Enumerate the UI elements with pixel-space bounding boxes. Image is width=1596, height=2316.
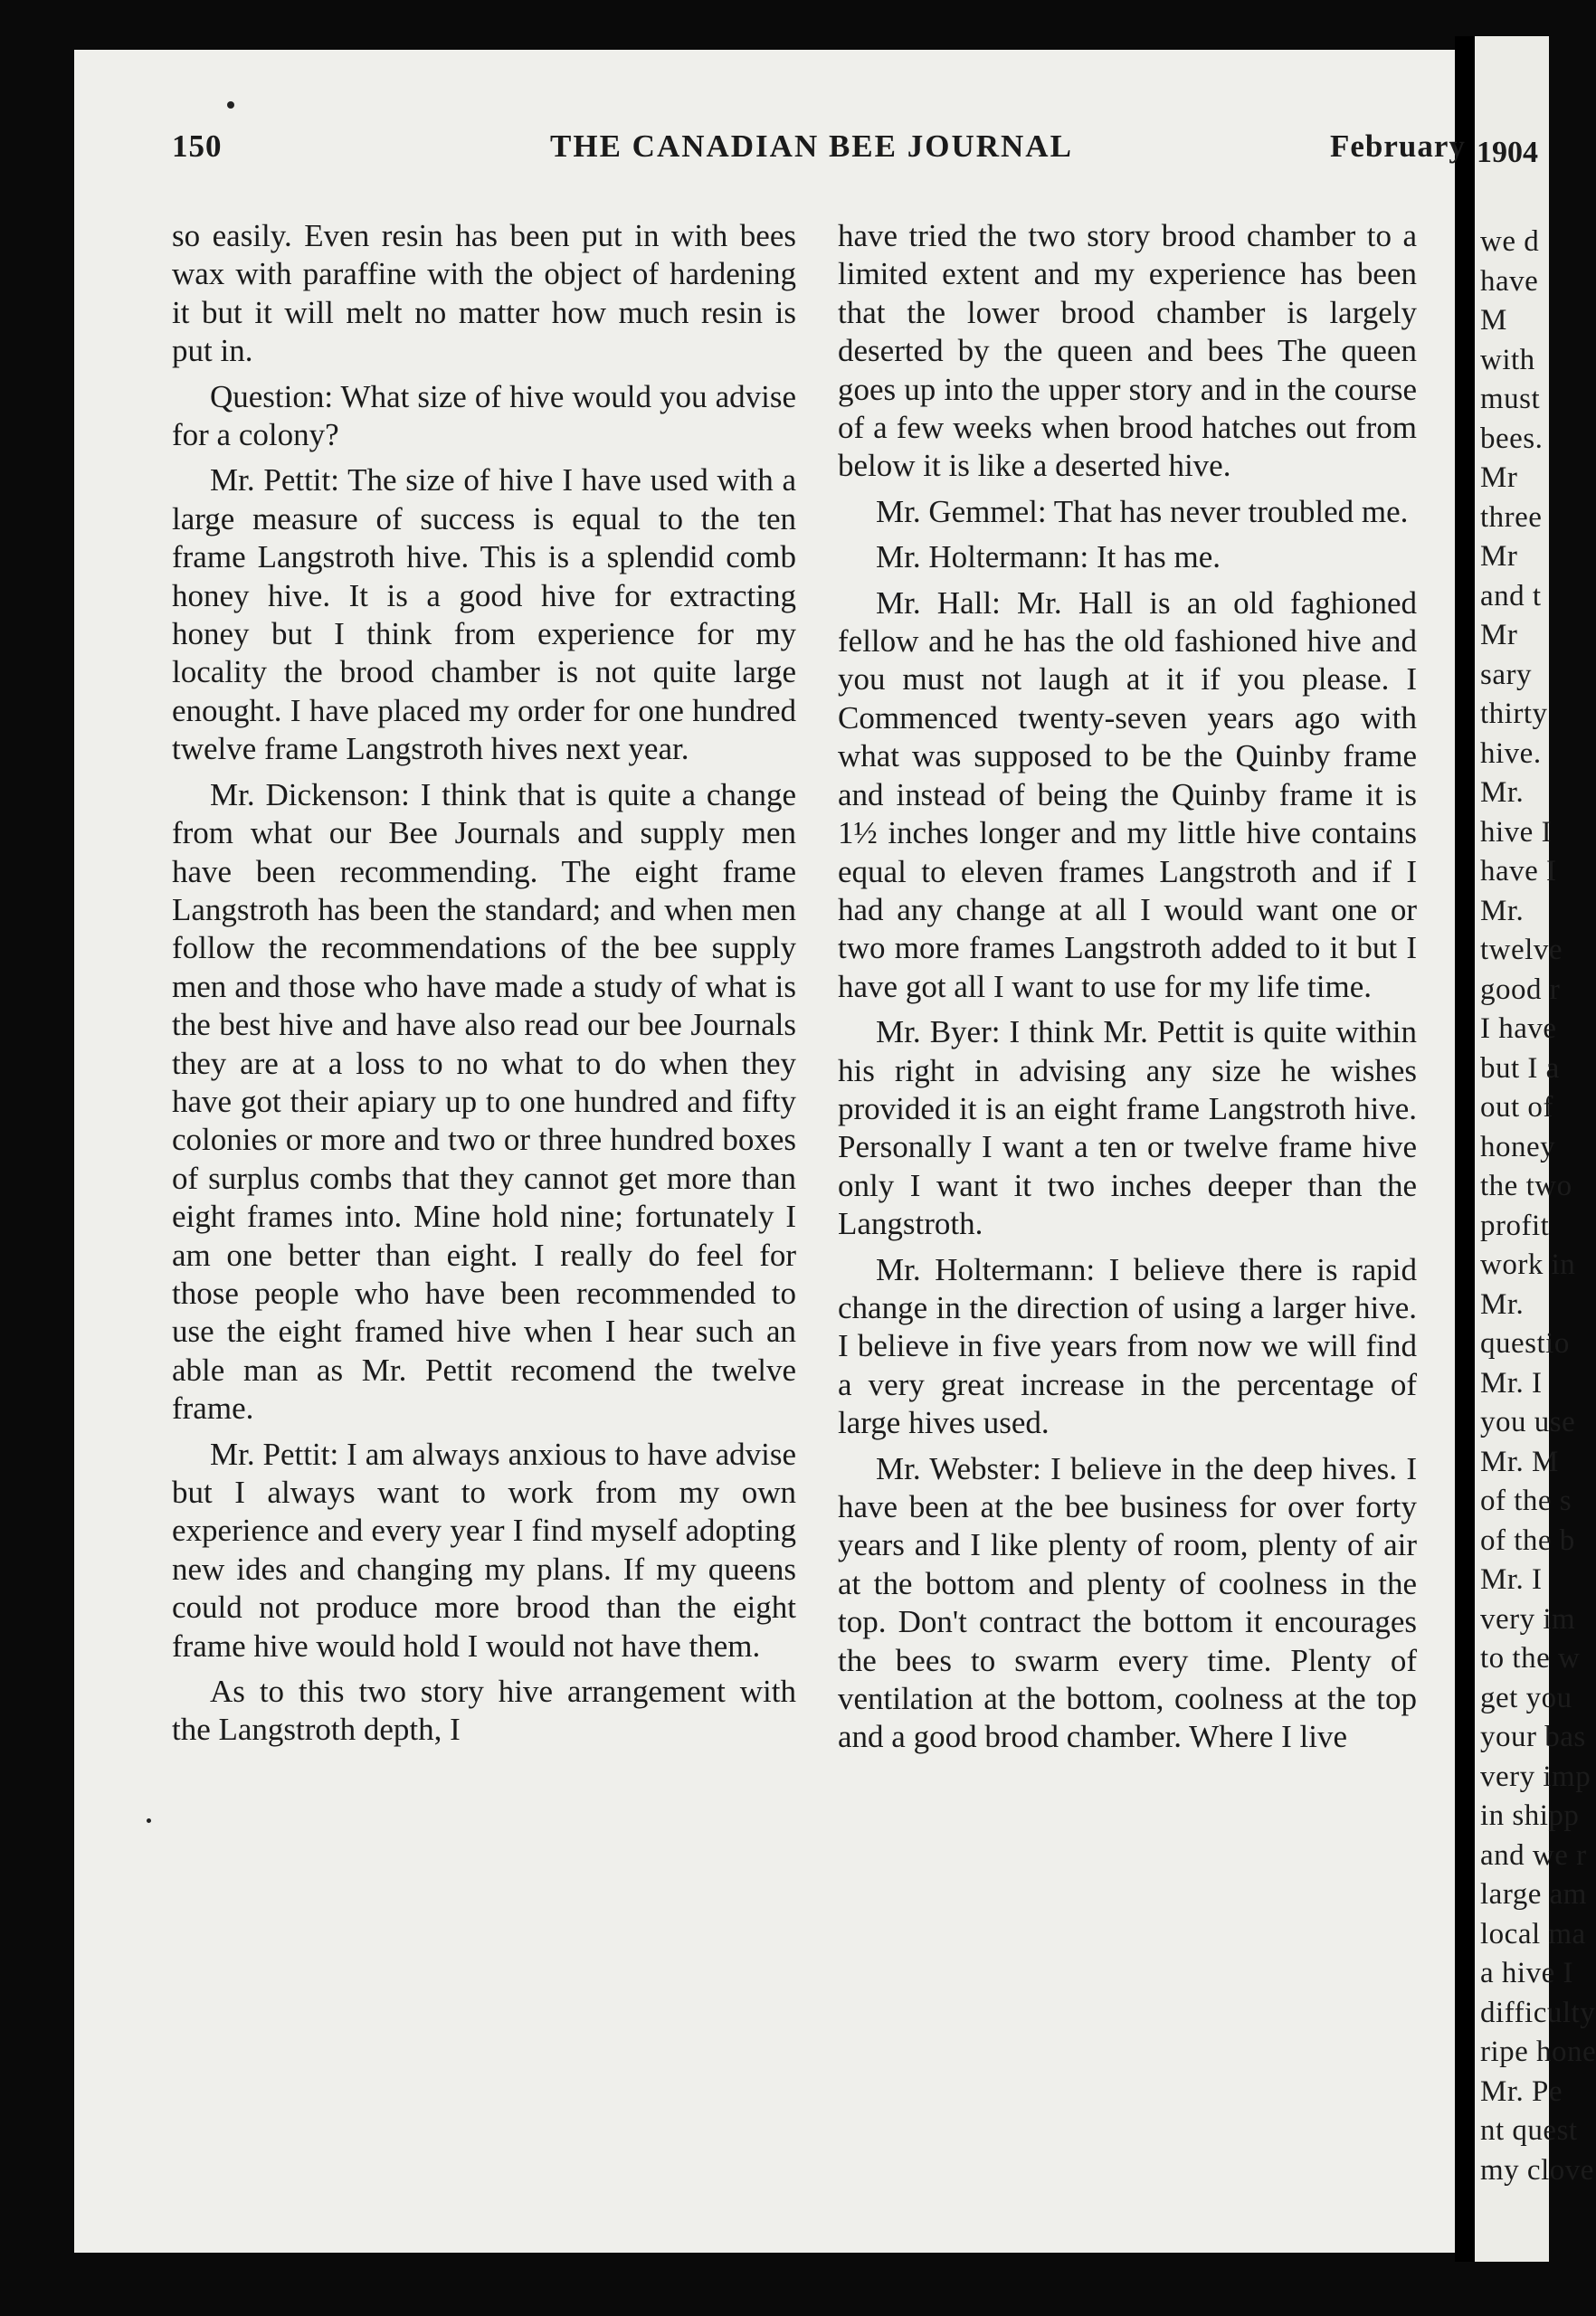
paragraph: Mr. Hall: Mr. Hall is an old faghioned fellow and he has the old fashioned hive and you must not laugh at it if you please. I Commenced twenty-seven years ago with what was supposed to be the Quinby frame and instead of being the Quinby frame it is 1½ inches longer and my little hive contains equal to eleven frames Langstroth and if I had any change at all I would want one or two more frames Langstroth added to it but I have got all I want to use for my life time. [838, 584, 1417, 1004]
next-page-text-fragment: Mr [1480, 540, 1518, 573]
paragraph: Mr. Dickenson: I think that is quite a change from what our Bee Journals and supply men have been recommending. The eight frame Langstroth has been the standard; and when men follow the recommendations of the bee supply men and those who have made a study of what is the best hive and have also read our bee Journals they are at a loss to no what to do when they have got their apiary up to one hundred and fifty colonies or more and two or three hundred boxes of surplus combs that they cannot get more than eight frames into. Mine hold nine; fortunately I am one better than eight. I really do feel for those people who have been recommended to use the eight framed hive when I hear such an able man as Mr. Pettit recomend the twelve frame. [172, 776, 796, 1427]
left-text-column [172, 217, 796, 1757]
next-page-text-fragment: work in [1480, 1248, 1576, 1281]
next-page-text-fragment: and we r [1480, 1838, 1587, 1872]
paragraph: so easily. Even resin has been put in with bees wax with paraffine with the object of hardening it but it will melt no matter how much resin is put in. [172, 218, 796, 369]
next-page-text-fragment: Mr. Pe [1480, 2074, 1563, 2108]
next-page-text-fragment: have [1480, 264, 1539, 298]
next-page-text-fragment: good r [1480, 973, 1561, 1006]
next-page-text-fragment: of the b [1480, 1523, 1575, 1557]
book-spine-gutter [1455, 36, 1475, 2262]
next-page-text-fragment: but I a [1480, 1051, 1560, 1085]
next-page-text-fragment: hive I [1480, 815, 1553, 849]
next-page-text-fragment: very im [1480, 1602, 1576, 1636]
next-page-text-fragment: out of [1480, 1091, 1553, 1124]
next-page-text-fragment: your bas [1480, 1721, 1586, 1753]
next-page-text-fragment: honey [1480, 1130, 1556, 1163]
next-page-text-fragment: have I [1480, 855, 1557, 887]
next-page-text-fragment: we d [1480, 225, 1540, 258]
paragraph: Mr. Gemmel: That has never troubled me. [876, 493, 1409, 529]
paragraph: Question: What size of hive would you advise for a colony? [172, 378, 796, 453]
next-page-text-fragment: and t [1480, 579, 1542, 612]
journal-title: THE CANADIAN BEE JOURNAL [550, 128, 1073, 164]
next-page-text-fragment: difficulty [1480, 1996, 1596, 2029]
next-page-text-fragment: profit [1480, 1209, 1550, 1242]
next-page-text-fragment: large am [1480, 1878, 1587, 1911]
next-page-text-fragment: get you [1480, 1681, 1572, 1714]
next-page-text-fragment: Mr [1480, 619, 1518, 651]
next-page-text-fragment: nt quest [1480, 2114, 1578, 2147]
next-page-text-fragment: three [1480, 500, 1543, 534]
next-page-edge [1475, 36, 1596, 2262]
paragraph: Mr. Holtermann: It has me. [876, 539, 1221, 575]
next-page-text-fragment: thirty [1480, 698, 1548, 730]
next-page-text-fragment: I have [1480, 1012, 1557, 1045]
paragraph: Mr. Pettit: I am always anxious to have advise but I always want to work from my own experience and every year I find myself adopting new ides and changing my plans. If my queens could not produce more brood than the eight frame hive would hold I would not have them. [172, 1436, 796, 1664]
next-page-text-fragment: bees. [1480, 422, 1544, 455]
next-page-text-fragment: hive. [1480, 736, 1542, 770]
next-page-text-fragment: Mr. [1480, 776, 1525, 809]
next-page-text-fragment: a hive I [1480, 1957, 1573, 1989]
ink-speck [227, 101, 234, 109]
paragraph: Mr. Holtermann: I believe there is rapid change in the direction of using a larger hive. I believe in five years from now we will find a very great increase in the percentage of large hives used. [838, 1251, 1417, 1441]
next-page-text-fragment: my clove [1480, 2153, 1594, 2187]
next-page-text-fragment: Mr. I [1480, 1366, 1543, 1400]
page-number: 150 [172, 128, 223, 164]
next-page-text-fragment: Mr [1480, 461, 1518, 494]
next-page-text-fragment: with [1480, 343, 1535, 376]
page-header [172, 128, 1549, 174]
next-page-text-fragment: M [1480, 304, 1507, 337]
next-page-text-fragment: to the w [1480, 1642, 1581, 1675]
next-page-text-fragment: must [1480, 383, 1541, 415]
header-month: February [1330, 128, 1466, 164]
next-page-text-fragment: the two [1480, 1170, 1572, 1202]
next-page-text-fragment: in shipp [1480, 1799, 1580, 1832]
next-page-text-fragment: twelve [1480, 934, 1563, 966]
next-page-text-fragment: very imp [1480, 1760, 1591, 1793]
next-page-text-fragment: Mr. I [1480, 1563, 1543, 1596]
next-page-text-fragment: Mr. M [1480, 1445, 1559, 1478]
next-page-text-fragment: you use [1480, 1406, 1576, 1438]
paragraph: Mr. Byer: I think Mr. Pettit is quite within his right in advising any size he wishes provided it is an eight frame Langstroth hive. Personally I want a ten or twelve frame hive only I want it two inches deeper than the Langstroth. [838, 1014, 1417, 1242]
next-page-text-fragment: of the s [1480, 1485, 1572, 1517]
next-page-year: 1904 [1477, 136, 1538, 169]
next-page-text-fragment: ripe hone [1480, 2036, 1596, 2068]
paragraph: Mr. Webster: I believe in the deep hives. I have been at the bee business for over forty years and I like plenty of room, plenty of air at the bottom and plenty of coolness in the top. Don't contract the bottom it encourages the bees to swarm every time. Plenty of ventilation at the bottom, coolness at the top and a good brood chamber. Where I live [838, 1450, 1417, 1755]
ink-speck [147, 1818, 151, 1823]
next-page-text-fragment: local ma [1480, 1917, 1586, 1951]
next-page-text-fragment: sary [1480, 658, 1532, 691]
right-text-column [838, 217, 1417, 1764]
paragraph: have tried the two story brood chamber to a limited extent and my experience has been that the lower brood chamber is largely deserted by the queen and bees The queen goes up into the upper story and in the course of a few weeks when brood hatches out from below it is like a deserted hive. [838, 218, 1417, 484]
next-page-text-fragment: Mr. [1480, 894, 1525, 927]
paragraph: Mr. Pettit: The size of hive I have used with a large measure of success is equal to the ten frame Langstroth hive. This is a splendid comb honey hive. It is a good hive for extracting honey but I think from experience for my locality the brood chamber is not quite large enought. I have placed my order for one hundred twelve frame Langstroth hives next year. [172, 462, 796, 767]
next-page-text-fragment: Mr. [1480, 1287, 1525, 1321]
next-page-text-fragment: questio [1480, 1327, 1570, 1360]
paragraph: As to this two story hive arrangement with the Langstroth depth, I [172, 1674, 796, 1748]
